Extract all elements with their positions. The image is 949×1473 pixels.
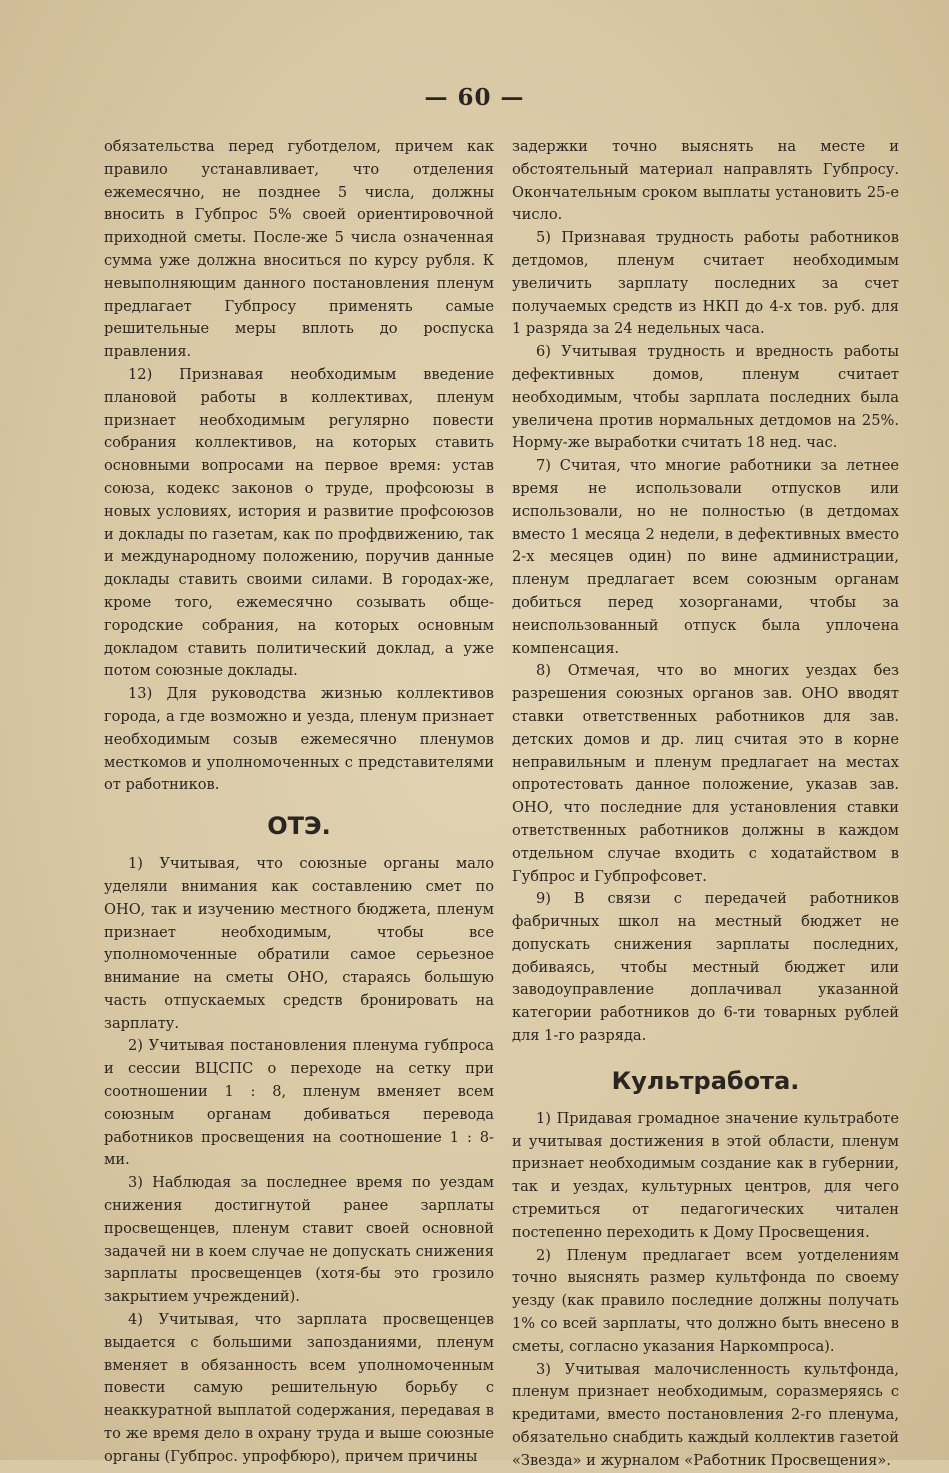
paragraph: 13) Для руководства жизнью коллективов города, а где возможно и уезда, пленум признает необходимым созыв ежемесячно пленумов месткомов и уполномоченных с представителями от работников. — [104, 685, 494, 794]
section-heading-kultrabota: Культработа. — [611, 1066, 800, 1095]
paragraph: 6) Учитывая трудность и вредность работы дефективных домов, пленум считает необходимым, чтобы зарплата последних была увеличена против нормальных детдомов на 25%. Норму-же выработки считать 18 нед. час. — [512, 343, 899, 452]
paragraph: обязательства перед губотделом, причем как правило устанавливает, что отделения ежемесячно, не позднее 5 числа, должны вносить в Губпрос 5% своей ориентировочной приходной сметы. После-же 5 числа означенная сумма уже должна вноситься по курсу рубля. К невыполняющим данного постановления пленум предлагает Губпросу применять самые решительные меры вплоть до роспуска правления. — [104, 138, 494, 361]
paragraph: задержки точно выяснять на месте и обстоятельный материал направлять Губпросу. Окончательным сроком выплаты установить 25-е число. — [512, 138, 899, 224]
paragraph: 7) Считая, что многие работники за летнее время не использовали отпусков или использовали, но не полностью (в детдомах вместо 1 месяца 2 недели, в дефективных вместо 2-х месяцев один) по вине администрации, пленум предлагает всем союзным органам добиться перед хозорганами, чтобы за неиспользованный отпуск была уплочена компенсация. — [512, 457, 899, 657]
paragraph: 2) Пленум предлагает всем уотделениям точно выяснять размер культфонда по своему уезду (как правило последние должны получать 1% со всей зарплаты, что должно быть внесено в сметы, согласно указания Наркомпроса). — [512, 1246, 899, 1355]
section-heading-ote: ОТЭ. — [267, 812, 331, 841]
paragraph: 5) Признавая трудность работы работников детдомов, пленум считает необходимым увеличить зарплату последних за счет получаемых средств из НКП до 4-х тов. руб. для 1 разряда за 24 недельных часа. — [512, 229, 899, 338]
paragraph: 12) Признавая необходимым введение плановой работы в коллективах, пленум признает необходимым регулярно повести собрания коллективов, на которых ставить основными вопросами на первое время: устав союза, кодекс законов о труде, профсоюзы в новых условиях, история и развитие профсоюзов и доклады по газетам, как по профдвижению, так и международному положению, поручив данные доклады ставить своими силами. В городах-же, кроме того, ежемесячно созывать обще-городские собрания, на которых основным докладом ставить политический доклад, а уже потом союзные доклады. — [104, 365, 494, 680]
page-number: — 60 — — [424, 84, 525, 111]
paragraph: 3) Наблюдая за последнее время по уездам снижения достигнутой ранее зарплаты просвещенцев, пленум ставит своей основной задачей ни в коем случае не допускать снижения зарплаты просвещенцев (хотя-бы это грозило закрытием учреждений). — [104, 1174, 494, 1306]
right-column — [512, 136, 899, 1473]
paragraph: 3) Учитывая малочисленность культфонда, пленум признает необходимым, соразмеряясь с кредитами, вместо постановления 2-го пленума, обязательно снабдить каждый коллектив газетой «Звезда» и журналом «Работник Просвещения». — [512, 1360, 899, 1469]
paragraph: 1) Придавая громадное значение культработе и учитывая достижения в этой области, пленум признает необходимым создание как в губернии, так и уездах, культурных центров, для чего стремиться от педагогических читален постепенно переходить к Дому Просвещения. — [512, 1109, 899, 1241]
paragraph: 2) Учитывая постановления пленума губпроса и сессии ВЦСПС о переходе на сетку при соотношении 1 : 8, пленум вменяет всем союзным органам добиваться перевода работников просвещения на соотношение 1 : 8-ми. — [104, 1037, 494, 1169]
paragraph: 8) Отмечая, что во многих уездах без разрешения союзных органов зав. ОНО вводят ставки ответственных работников для зав. детских домов и др. лиц считая это в корне неправильным и пленум предлагает на местах опротестовать данное положение, указав зав. ОНО, что последние для установления ставки ответственных работников должны в каждом отдельном случае входить с ходатайством в Губпрос и Губпрофсовет. — [512, 662, 899, 885]
paragraph: 9) В связи с передачей работников фабричных школ на местный бюджет не допускать снижения зарплаты последних, добиваясь, чтобы местный бюджет или заводоуправление доплачивал указанной категории работников до 6-ти товарных рублей для 1-го разряда. — [512, 890, 899, 1045]
paragraph: 1) Учитывая, что союзные органы мало уделяли внимания как составлению смет по ОНО, так и изучению местного бюджета, пленум признает необходимым, чтобы все уполномоченные обратили самое серьезное внимание на сметы ОНО, стараясь большую часть отпускаемых средств бронировать на зарплату. — [104, 855, 494, 1032]
paragraph: 4) Учитывая, что зарплата просвещенцев выдается с большими запозданиями, пленум вменяет в обязанность всем уполномоченным повести самую решительную борьбу с неаккуратной выплатой содержания, передавая в то же время дело в охрану труда и выше союзные органы (Губпрос. упрофбюро), причем причины — [104, 1311, 494, 1465]
left-column — [104, 136, 494, 1469]
